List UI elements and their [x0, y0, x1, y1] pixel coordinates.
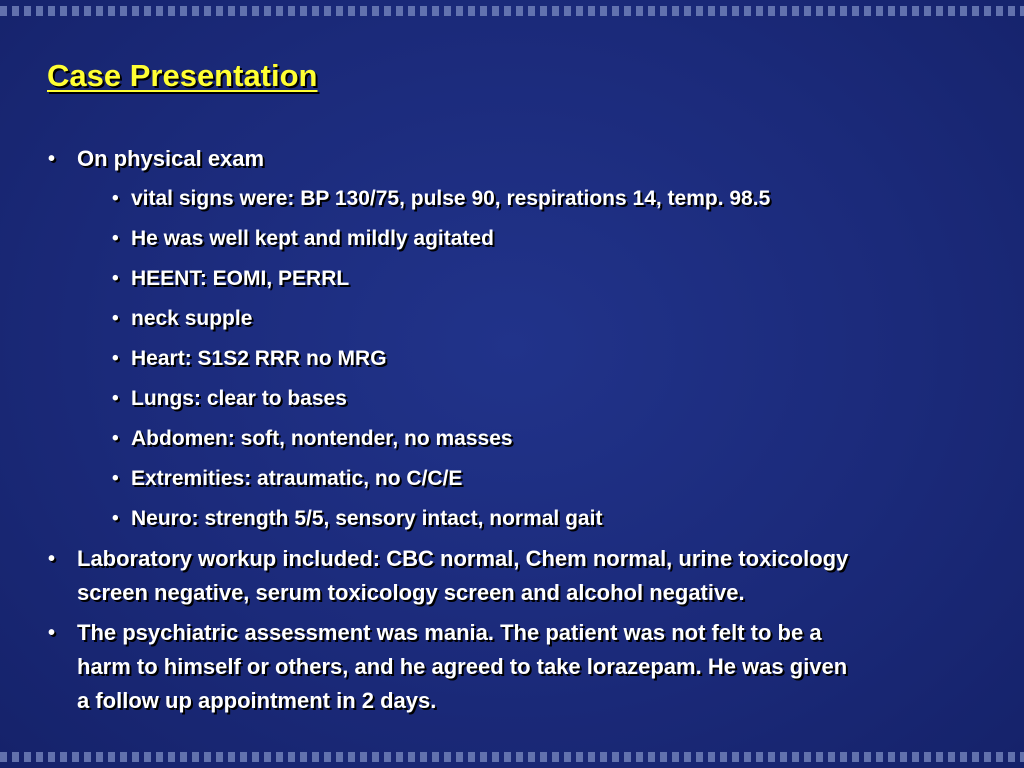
bullet-glyph: • — [112, 428, 119, 449]
bullet-glyph: • — [112, 348, 119, 369]
bullet-glyph: • — [112, 268, 119, 289]
bullet-glyph: • — [112, 388, 119, 409]
bullet-glyph: • — [48, 148, 56, 170]
bullet-glyph: • — [112, 188, 119, 209]
bullet-text: On physical exam — [77, 146, 265, 171]
bullet-glyph: • — [112, 468, 119, 489]
bullet-glyph: • — [48, 622, 56, 644]
bullet-text: HEENT: EOMI, PERRL — [131, 267, 350, 290]
bullet-text: Abdomen: soft, nontender, no masses — [131, 427, 513, 450]
bullet-text: vital signs were: BP 130/75, pulse 90, respirations 14, temp. 98.5 — [131, 187, 771, 210]
bullet-text-line-1: Laboratory workup included: CBC normal, Chem normal, urine toxicology — [77, 546, 849, 571]
bullet-text-line-3: a follow up appointment in 2 days. — [77, 688, 437, 713]
bullet-text: Neuro: strength 5/5, sensory intact, normal gait — [131, 507, 603, 530]
bullet-text: Lungs: clear to bases — [131, 387, 347, 410]
bullet-text-line-1: The psychiatric assessment was mania. The patient was not felt to be a — [77, 620, 822, 645]
bullet-glyph: • — [48, 548, 56, 570]
bullet-glyph: • — [112, 308, 119, 329]
bullet-text-line-2: screen negative, serum toxicology screen and alcohol negative. — [77, 580, 745, 605]
bullet-text: Heart: S1S2 RRR no MRG — [131, 347, 387, 370]
bottom-dotted-border — [0, 752, 1024, 762]
bullet-text-line-2: harm to himself or others, and he agreed to take lorazepam. He was given — [77, 654, 848, 679]
bullet-glyph: • — [112, 228, 119, 249]
bullet-text: He was well kept and mildly agitated — [131, 227, 494, 250]
bullet-text: neck supple — [131, 307, 253, 330]
bullet-text: Extremities: atraumatic, no C/C/E — [131, 467, 463, 490]
slide-title: Case Presentation — [47, 58, 318, 93]
bullet-glyph: • — [112, 508, 119, 529]
